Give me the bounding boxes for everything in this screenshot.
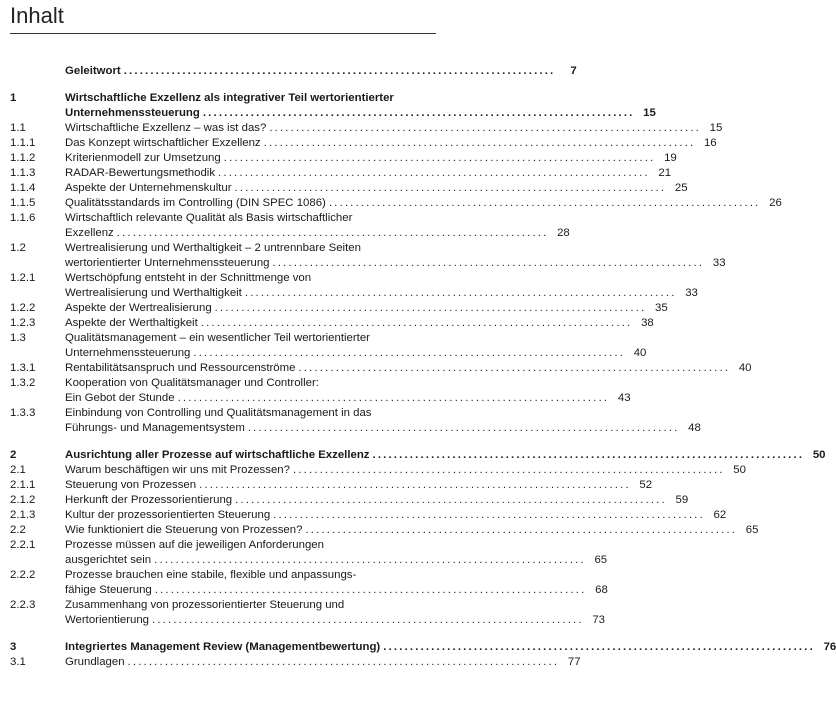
toc-entry-number: 2.1.1 <box>10 479 36 491</box>
toc-entry-title: Wirtschaftliche Exzellenz – was ist das? <box>65 122 267 134</box>
dot-leader <box>124 64 553 79</box>
toc-entry-page: 15 <box>643 107 656 119</box>
toc-entry[interactable] <box>10 598 606 628</box>
toc-entry-number: 2.2 <box>10 524 26 536</box>
toc-entry[interactable] <box>10 271 698 301</box>
toc-entry-page: 28 <box>557 227 570 239</box>
toc-entry[interactable] <box>10 181 688 196</box>
toc-entry[interactable] <box>10 166 672 181</box>
toc-entry[interactable] <box>10 463 746 478</box>
toc-entry-page: 15 <box>709 122 723 134</box>
title-divider <box>10 33 436 34</box>
toc-entry-page: 50 <box>733 464 746 476</box>
toc-entry[interactable] <box>10 493 689 508</box>
toc-entry-page: 33 <box>712 257 726 269</box>
toc-entry-title: Wertrealisierung und Werthaltigkeit – 2 untrennbare Seiten <box>65 242 361 254</box>
dot-leader <box>154 553 583 568</box>
toc-entry-page: 40 <box>738 362 752 374</box>
dot-leader <box>215 301 644 316</box>
toc-entry-number: 1.1.1 <box>10 137 36 149</box>
toc-entry-page: 26 <box>769 197 782 209</box>
toc-entry-title: Steuerung von Prozessen <box>65 479 197 491</box>
toc-entry[interactable] <box>10 91 656 121</box>
toc-entry-number: 1.2.1 <box>10 272 36 284</box>
toc-entry-page: 50 <box>812 449 826 461</box>
toc-entry[interactable] <box>10 136 717 151</box>
toc-entry-page: 77 <box>567 656 581 668</box>
toc-entry-page: 35 <box>655 302 668 314</box>
toc-entry-title: Kooperation von Qualitätsmanager und Controller: <box>65 377 319 389</box>
toc-entry-number: 1 <box>10 92 17 104</box>
toc-entry-title: Aspekte der Unternehmenskultur <box>65 182 232 194</box>
toc-entry-number: 2.1 <box>10 464 26 476</box>
toc-entry-number: 2.1.2 <box>10 494 36 506</box>
toc-entry-page: 59 <box>675 494 689 506</box>
dot-leader <box>155 583 584 598</box>
toc-entry-page: 62 <box>713 509 727 521</box>
toc-entry-page: 76 <box>823 641 836 653</box>
toc-entry[interactable] <box>10 568 608 598</box>
toc-entry-page: 38 <box>641 317 654 329</box>
toc-entry-title: Das Konzept wirtschaftlicher Exzellenz <box>65 137 261 149</box>
toc-entry-page: 40 <box>633 347 647 359</box>
toc-entry-title: RADAR-Bewertungsmethodik <box>65 167 216 179</box>
dot-leader <box>128 655 557 670</box>
toc-entry-title: Exzellenz <box>65 227 114 239</box>
toc-entry[interactable] <box>10 448 826 463</box>
toc-entry-number: 2.2.3 <box>10 599 36 611</box>
dot-leader <box>117 226 546 241</box>
toc-entry-title: Prozesse müssen auf die jeweiligen Anforderungen <box>65 539 324 551</box>
toc-entry[interactable] <box>10 151 677 166</box>
toc-entry[interactable] <box>10 316 654 331</box>
toc-entry-number: 1.3.3 <box>10 407 36 419</box>
dot-leader <box>201 316 630 331</box>
toc-entry-title: Wertrealisierung und Werthaltigkeit <box>65 287 242 299</box>
toc-entry-number: 1.3.2 <box>10 377 36 389</box>
dot-leader <box>273 256 702 271</box>
toc-entry-page: 65 <box>745 524 759 536</box>
toc-entry[interactable] <box>10 376 631 406</box>
dot-leader <box>193 346 622 361</box>
toc-entry-title: Qualitätsmanagement – ein wesentlicher Teil wertorientierter <box>65 332 370 344</box>
toc-entry[interactable] <box>10 331 647 361</box>
toc-entry-title: wertorientierter Unternehmenssteuerung <box>65 257 270 269</box>
dot-leader <box>273 508 702 523</box>
dot-leader <box>264 136 693 151</box>
toc-entry-page: 65 <box>594 554 608 566</box>
dot-leader <box>298 361 727 376</box>
toc-entry-title: Prozesse brauchen eine stabile, flexible und anpassungs- <box>65 569 357 581</box>
toc-entry-number: 1.1.4 <box>10 182 36 194</box>
toc-entry-title: Wertschöpfung entsteht in der Schnittmenge von <box>65 272 312 284</box>
dot-leader <box>248 421 677 436</box>
toc-entry-number: 3 <box>10 641 17 653</box>
toc-entry-number: 2.1.3 <box>10 509 36 521</box>
toc-entry[interactable] <box>10 508 727 523</box>
toc-entry-page: 33 <box>685 287 698 299</box>
toc-entry-page: 48 <box>688 422 701 434</box>
dot-leader <box>372 448 801 463</box>
toc-entry-number: 1.1.2 <box>10 152 36 164</box>
toc-entry-page: 7 <box>570 65 577 77</box>
toc-entry-number: 2.2.1 <box>10 539 36 551</box>
toc-entry-title: Ausrichtung aller Prozesse auf wirtschaftliche Exzellenz <box>65 449 370 461</box>
toc-entry[interactable] <box>10 361 752 376</box>
toc-entry-title: Warum beschäftigen wir uns mit Prozessen? <box>65 464 290 476</box>
toc-entry[interactable] <box>10 64 577 79</box>
dot-leader <box>235 493 664 508</box>
toc-entry[interactable] <box>10 241 726 271</box>
toc-entry[interactable] <box>10 211 570 241</box>
toc-entry[interactable] <box>10 655 581 670</box>
toc-entry-title: Einbindung von Controlling und Qualitätsmanagement in das <box>65 407 372 419</box>
toc-entry[interactable] <box>10 640 836 655</box>
toc-entry-title: Unternehmenssteuerung <box>65 107 200 119</box>
toc-entry-title: fähige Steuerung <box>65 584 152 596</box>
dot-leader <box>152 613 581 628</box>
toc-entry-page: 19 <box>664 152 677 164</box>
toc-entry-title: Kultur der prozessorientierten Steuerung <box>65 509 271 521</box>
toc-entry[interactable] <box>10 406 701 436</box>
toc-entry-title: Wie funktioniert die Steuerung von Prozessen? <box>65 524 303 536</box>
toc-entry-title: Herkunft der Prozessorientierung <box>65 494 233 506</box>
toc-entry[interactable] <box>10 196 782 211</box>
toc-entry-title: Wertorientierung <box>65 614 149 626</box>
toc-entry-title: Wirtschaftlich relevante Qualität als Basis wirtschaftlicher <box>65 212 353 224</box>
dot-leader <box>293 463 722 478</box>
toc-entry[interactable] <box>10 301 668 316</box>
toc-entry-title: Kriterienmodell zur Umsetzung <box>65 152 221 164</box>
toc-entry-page: 25 <box>674 182 688 194</box>
dot-leader <box>235 181 664 196</box>
toc-entry[interactable] <box>10 478 653 493</box>
dot-leader <box>218 166 647 181</box>
toc-entry-title: Grundlagen <box>65 656 125 668</box>
toc-entry-page: 73 <box>592 614 606 626</box>
toc-entry-number: 2 <box>10 449 17 461</box>
toc-entry-title: Zusammenhang von prozessorientierter Steuerung und <box>65 599 345 611</box>
toc-entry-page: 52 <box>639 479 653 491</box>
toc-entry-number: 1.1.6 <box>10 212 36 224</box>
toc-entry-number: 1.1.3 <box>10 167 36 179</box>
dot-leader <box>245 286 674 301</box>
table-of-contents <box>10 64 836 670</box>
toc-entry-page: 68 <box>595 584 608 596</box>
toc-entry-number: 1.3 <box>10 332 26 344</box>
dot-leader <box>203 106 632 121</box>
toc-entry-number: 3.1 <box>10 656 26 668</box>
toc-entry-page: 43 <box>617 392 631 404</box>
toc-entry-title: Führungs- und Managementsystem <box>65 422 245 434</box>
page-title: Inhalt <box>10 3 64 28</box>
toc-entry-number: 1.2 <box>10 242 26 254</box>
toc-entry-number: 1.1.5 <box>10 197 36 209</box>
toc-entry-page: 16 <box>703 137 717 149</box>
toc-entry-number <box>10 64 65 79</box>
toc-entry[interactable] <box>10 121 723 136</box>
dot-leader <box>305 523 734 538</box>
toc-entry-title: Wirtschaftliche Exzellenz als integrativer Teil wertorientierter <box>65 92 394 104</box>
toc-entry-title: Integriertes Management Review (Managementbewertung) <box>65 641 381 653</box>
dot-leader <box>199 478 628 493</box>
toc-entry-number: 1.3.1 <box>10 362 36 374</box>
toc-entry-title: Qualitätsstandards im Controlling (DIN SPEC 1086) <box>65 197 326 209</box>
toc-entry-title: Aspekte der Wertrealisierung <box>65 302 212 314</box>
dot-leader <box>383 640 812 655</box>
toc-entry-title: Unternehmenssteuerung <box>65 347 191 359</box>
toc-entry-page: 21 <box>658 167 672 179</box>
toc-entry-title: Aspekte der Werthaltigkeit <box>65 317 198 329</box>
dot-leader <box>178 391 607 406</box>
toc-entry-title: Rentabilitätsanspruch und Ressourcenströme <box>65 362 296 374</box>
toc-entry-title: Ein Gebot der Stunde <box>65 392 175 404</box>
toc-entry-number: 1.2.3 <box>10 317 36 329</box>
toc-entry[interactable] <box>10 538 608 568</box>
toc-entry-title: Geleitwort <box>65 65 121 77</box>
dot-leader <box>224 151 653 166</box>
toc-entry-title: ausgerichtet sein <box>65 554 152 566</box>
toc-entry[interactable] <box>10 523 759 538</box>
toc-entry-number: 2.2.2 <box>10 569 36 581</box>
dot-leader <box>269 121 698 136</box>
toc-entry-number: 1.1 <box>10 122 26 134</box>
dot-leader <box>329 196 758 211</box>
toc-entry-number: 1.2.2 <box>10 302 36 314</box>
